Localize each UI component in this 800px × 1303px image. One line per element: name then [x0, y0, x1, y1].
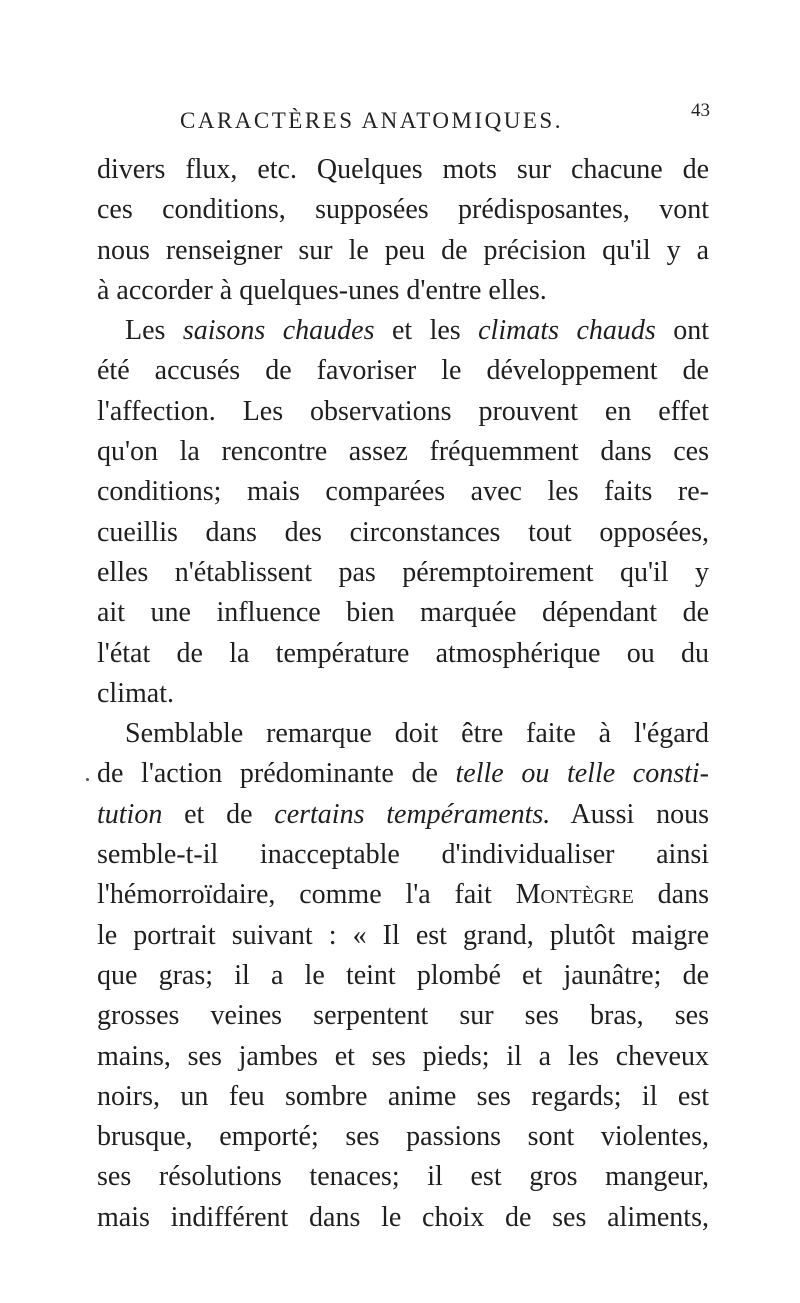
page-number: 43 — [691, 100, 710, 121]
text-segment: nous renseigner sur le peu de précision qu'il y a — [97, 234, 709, 266]
text-segment: dans — [633, 879, 709, 911]
text-line — [97, 1198, 709, 1238]
text-segment: divers flux, etc. Quelques mots sur chacune de — [97, 154, 709, 185]
text-line — [97, 875, 709, 915]
text-line — [97, 351, 709, 391]
text-line — [97, 1077, 709, 1117]
text-segment: elles n'établissent pas péremptoirement qu'il y — [97, 556, 709, 588]
small-caps-segment: Montègre — [515, 879, 634, 911]
text-line — [97, 432, 709, 472]
text-line — [97, 1117, 709, 1157]
text-line — [97, 754, 709, 794]
text-line — [97, 593, 709, 633]
text-line — [97, 513, 709, 553]
text-segment: ces conditions, supposées prédisposantes, vont — [97, 194, 709, 226]
text-segment: de l'action prédominante de — [97, 758, 456, 790]
text-segment: qu'on la rencontre assez fréquemment dans ces — [97, 436, 709, 468]
text-line — [97, 311, 709, 351]
text-segment: et de — [162, 798, 275, 830]
text-line — [97, 472, 709, 512]
text-segment: cueillis dans des circonstances tout opposées, — [97, 516, 709, 548]
running-title: CARACTÈRES ANATOMIQUES. — [180, 108, 563, 133]
text-line — [97, 150, 709, 190]
text-line — [97, 271, 709, 311]
text-segment: Aussi nous — [550, 798, 709, 830]
text-line — [97, 674, 709, 714]
text-segment: Semblable remarque doit être faite à l'égard — [125, 718, 709, 750]
text-segment: le portrait suivant : « Il est grand, plutôt maigre — [97, 919, 709, 951]
text-line — [97, 916, 709, 956]
text-line — [97, 956, 709, 996]
text-segment: grosses veines serpentent sur ses bras, ses — [97, 1000, 709, 1032]
text-line — [97, 996, 709, 1036]
italic-segment: telle ou telle consti- — [455, 758, 709, 790]
italic-segment: tution — [97, 798, 163, 830]
text-segment: Les — [125, 315, 183, 347]
text-segment: climat. — [97, 677, 174, 709]
text-line — [97, 714, 709, 754]
text-line — [97, 231, 709, 271]
margin-mark — [86, 778, 89, 781]
text-segment: ait une influence bien marquée dépendant de — [97, 597, 709, 629]
text-segment: conditions; mais comparées avec les faits re- — [97, 476, 709, 508]
page-header — [90, 100, 720, 140]
text-line — [97, 795, 709, 835]
text-segment: l'affection. Les observations prouvent en effet — [97, 395, 709, 427]
text-segment: brusque, emporté; ses passions sont violentes, — [97, 1121, 709, 1153]
text-segment: ont — [655, 315, 709, 347]
text-segment: mains, ses jambes et ses pieds; il a les cheveux — [97, 1040, 709, 1072]
text-segment: à accorder à quelques-unes d'entre elles. — [97, 274, 547, 306]
text-segment: ses résolutions tenaces; il est gros mangeur, — [97, 1161, 709, 1193]
italic-segment: certains tempéraments. — [274, 798, 551, 830]
text-segment: semble-t-il inacceptable d'individualiser ainsi — [97, 839, 709, 871]
text-line — [97, 392, 709, 432]
text-segment: l'état de la température atmosphérique ou du — [97, 637, 709, 669]
text-segment: été accusés de favoriser le développement de — [97, 355, 709, 387]
text-segment: et les — [374, 315, 479, 347]
italic-segment: climats chauds — [478, 315, 656, 347]
text-segment: mais indifférent dans le choix de ses aliments, — [97, 1201, 709, 1233]
text-segment: noirs, un feu sombre anime ses regards; il est — [97, 1080, 709, 1112]
body-text — [97, 150, 709, 1238]
text-line — [97, 634, 709, 674]
text-line — [97, 835, 709, 875]
text-line — [97, 1157, 709, 1197]
text-line — [97, 1037, 709, 1077]
text-line — [97, 553, 709, 593]
text-line — [97, 190, 709, 230]
text-segment: que gras; il a le teint plombé et jaunâtre; de — [97, 959, 709, 991]
italic-segment: saisons chaudes — [182, 315, 375, 347]
text-segment: l'hémorroïdaire, comme l'a fait — [97, 879, 516, 911]
